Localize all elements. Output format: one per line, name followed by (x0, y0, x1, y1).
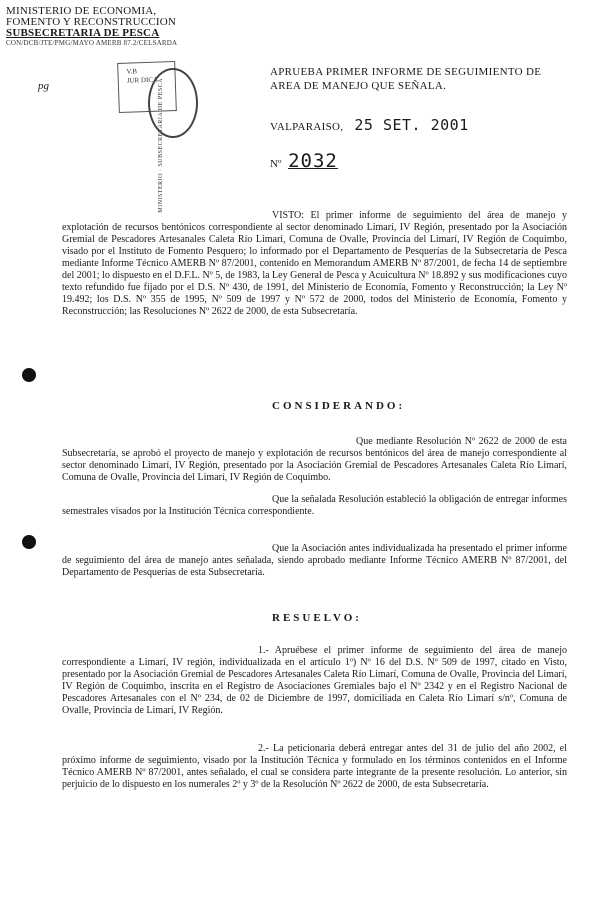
document-subject (270, 65, 541, 93)
official-seal (148, 68, 198, 138)
subject-line-2: AREA DE MANEJO QUE SEÑALA. (270, 80, 447, 92)
handwritten-initials: pg (38, 80, 49, 92)
ministry-line-1: MINISTERIO DE ECONOMIA, (6, 5, 157, 17)
resuelvo-paragraph-2: 2.- La peticionaria deberá entregar antes del 31 de julio del año 2002, el próximo informe de seguimiento, visado por la Institución Técnica y formulado en los términos contenidos en el Informe Técnico AMERB Nº 87/2001, antes señalado, el cual se considera parte integrante de la presente resolución. Lo anterior, sin perjuicio de lo dispuesto en los numerales 2º y 3º de la Resolución Nº 2622 de 2000, de esta Subsecretaría. (62, 743, 567, 790)
resolution-number (270, 150, 338, 172)
number-label: Nº (270, 158, 282, 170)
considerando-heading: CONSIDERANDO: (272, 400, 406, 412)
ministry-line-2: FOMENTO Y RECONSTRUCCION (6, 16, 177, 28)
considerando-paragraph-1: Que mediante Resolución Nº 2622 de 2000 de esta Subsecretaría, se aprobó el proyecto de manejo y explotación de recursos bentónicos del área de manejo correspondiente al sector denominado Limarí, IV Región, presentado por la Asociación Gremial de Pescadores Artesanales Caleta Río Limarí, Comuna de Ovalle, Provincia del Limarí, IV Región de Coquimbo. (62, 436, 567, 483)
reference-code: CON/DCB/JTE/PMG/MAYO AMERB 87.2/CELSARDA (6, 39, 178, 47)
subsecretaria-name: SUBSECRETARIA DE PESCA (6, 27, 160, 39)
number-value: 2032 (288, 150, 338, 172)
subject-line-1: APRUEBA PRIMER INFORME DE SEGUIMIENTO DE (270, 66, 542, 78)
visto-paragraph: VISTO: El primer informe de seguimiento del área de manejo y explotación de recursos bentónicos correspondiente al sector denominado Limarí, IV Región, presentado por la Asociación Gremial de Pescadores Artesanales Caleta Río Limarí, Comuna de Ovalle, Provincia del Limarí, IV Región de Coquimbo, visado por el Instituto de Fomento Pesquero; lo informado por el Departamento de Pesquerías de la Subsecretaría de Pesca mediante Informe Técnico AMERB Nº 87/2001, contenido en Memorandum AMERB Nº 87/2001, de fecha 14 de septiembre del 2001; lo dispuesto en el D.F.L. Nº 5, de 1983, la Ley General de Pesca y Acuicultura Nº 18.892 y sus modificaciones cuyo texto refundido fue fijado por el D.S. Nº 430, de 1991, del Ministerio de Economía, Fomento y Reconstrucción; la Ley Nº 19.492; los D.S. Nº 355 de 1995, Nº 509 de 1997 y Nº 572 de 2000, todos del Ministerio de Economía, Fomento y Reconstrucción; las Resoluciones Nº 2622 de 2000, de esta Subsecretaría. (62, 210, 567, 317)
punch-hole-top (22, 368, 36, 382)
place-and-date (270, 116, 469, 134)
stamp-line-2: JUR DICA (126, 75, 159, 85)
resuelvo-heading: RESUELVO: (272, 612, 362, 624)
considerando-paragraph-3: Que la Asociación antes individualizada ha presentado el primer informe de seguimiento del área de manejo antes señalada, siendo aprobado mediante Informe Técnico AMERB Nº 87/2001, del Departamento de Pesquerías de esta Subsecretaría. (62, 543, 567, 578)
resuelvo-paragraph-1: 1.- Apruébese el primer informe de seguimiento del área de manejo correspondiente a Limarí, IV región, individualizada en el artículo 1º) Nº 16 del D.S. Nº 509 de 1997, citado en Visto, presentado por la Asociación Gremial de Pescadores Artesanales Caleta Río Limarí, Comuna de Ovalle, Provincia del Limarí, IV Región de Coquimbo, inscrita en el Registro de Asociaciones Gremiales bajo el Nº 2342 y en el Registro Nacional de Pescadores Artesanales con el Nº 234, de 02 de Diciembre de 1997, domiciliada en Caleta Río Limarí s/nº, Comuna de Ovalle, Provincia de Limarí, IV Región. (62, 645, 567, 716)
considerando-paragraph-2: Que la señalada Resolución estableció la obligación de entregar informes semestrales visados por la Institución Técnica correspondiente. (62, 494, 567, 517)
ministry-header (6, 6, 177, 47)
punch-hole-bottom (22, 535, 36, 549)
stamped-date: 25 SET. 2001 (354, 116, 469, 134)
seal-text: MINISTERIO · SUBSECRETARIA DE PESCA (158, 78, 164, 213)
stamp-line-1: V.B (126, 67, 138, 76)
place: VALPARAISO, (270, 121, 344, 133)
